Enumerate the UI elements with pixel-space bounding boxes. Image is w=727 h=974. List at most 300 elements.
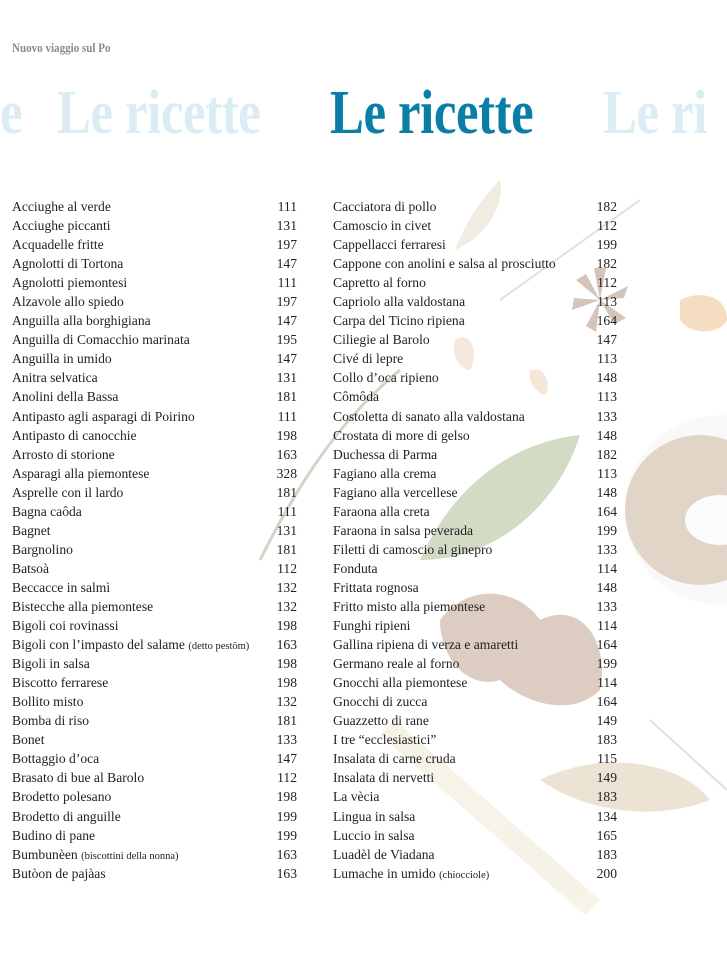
- page-number: 164: [596, 313, 617, 329]
- index-entry: [333, 330, 617, 349]
- thyme-sprig-2: [650, 720, 727, 790]
- page-number: 114: [597, 675, 617, 691]
- recipe-name-text: Carpa del Ticino ripiena: [333, 313, 465, 329]
- index-entry: [333, 673, 617, 692]
- recipe-name-text: Filetti di camoscio al ginepro: [333, 541, 493, 557]
- index-entry: [333, 616, 617, 635]
- index-entry: [333, 349, 617, 368]
- recipe-name: [333, 864, 489, 885]
- page-number: 133: [276, 732, 297, 748]
- page-number: 147: [596, 332, 617, 348]
- recipe-name: [333, 826, 415, 845]
- recipe-name-text: Capriolo alla valdostana: [333, 294, 466, 310]
- recipe-name-text: Bigoli in salsa: [12, 656, 90, 672]
- page-number: 114: [597, 618, 617, 634]
- recipe-name-text: Gnocchi di zucca: [333, 694, 428, 710]
- recipe-name: [12, 749, 99, 768]
- recipe-name: [333, 502, 430, 521]
- index-entry: [12, 235, 297, 254]
- index-entry: [12, 445, 297, 464]
- recipe-name-text: Bargnolino: [12, 541, 73, 557]
- index-entry: [333, 464, 617, 483]
- recipe-name: [333, 749, 456, 768]
- index-entry: [333, 692, 617, 711]
- recipe-name-text: Agnolotti di Tortona: [12, 256, 124, 272]
- index-entry: [12, 292, 297, 311]
- page-number: 113: [597, 465, 617, 481]
- recipe-name-text: Bumbunèen: [12, 846, 78, 862]
- recipe-name: [333, 330, 430, 349]
- page-number: 147: [276, 351, 297, 367]
- recipe-name: [12, 197, 111, 216]
- index-entry: [12, 254, 297, 273]
- page-number: 134: [596, 808, 617, 824]
- recipe-name-text: Cappone con anolini e salsa al prosciutto: [333, 256, 556, 272]
- recipe-name-text: Budino di pane: [12, 827, 96, 843]
- index-entry: [12, 692, 297, 711]
- page-number: 113: [597, 389, 617, 405]
- recipe-name-text: Bonet: [12, 732, 45, 748]
- index-entry: [333, 235, 617, 254]
- page-number: 131: [276, 370, 297, 386]
- recipe-name: [12, 578, 110, 597]
- recipe-name-text: Gnocchi alla piemontese: [333, 675, 468, 691]
- index-entry: [333, 540, 617, 559]
- recipe-name: [333, 349, 403, 368]
- index-entry: [12, 578, 297, 597]
- recipe-name-text: Crostata di more di gelso: [333, 427, 470, 443]
- page-number: 114: [597, 560, 617, 576]
- recipe-name: [12, 616, 118, 635]
- index-entry: [333, 749, 617, 768]
- page-number: 147: [276, 256, 297, 272]
- index-entry: [12, 864, 297, 883]
- recipe-name-text: Anolini della Bassa: [12, 389, 119, 405]
- index-entry: [12, 540, 297, 559]
- recipe-name-text: Ciliegie al Barolo: [333, 332, 430, 348]
- index-entry: [12, 521, 297, 540]
- recipe-name-text: Fritto misto alla piemontese: [333, 598, 486, 614]
- recipe-name-text: Anguilla alla borghigiana: [12, 313, 151, 329]
- index-entry: [333, 426, 617, 445]
- recipe-name-text: Agnolotti piemontesi: [12, 275, 128, 291]
- recipe-name: [333, 845, 435, 864]
- page-number: 148: [596, 484, 617, 500]
- index-entry: [333, 578, 617, 597]
- recipe-name: [12, 654, 90, 673]
- recipe-name: [12, 692, 83, 711]
- page-number: 199: [596, 656, 617, 672]
- page-number: 147: [276, 751, 297, 767]
- recipe-name-text: Fagiano alla vercellese: [333, 484, 458, 500]
- page-number: 200: [596, 865, 617, 881]
- recipe-name-text: Anitra selvatica: [12, 370, 98, 386]
- page-number: 132: [276, 579, 297, 595]
- page-number: 133: [596, 408, 617, 424]
- recipe-name-text: Biscotto ferrarese: [12, 675, 109, 691]
- index-entry: [12, 711, 297, 730]
- index-entry: [12, 407, 297, 426]
- recipe-name: [333, 197, 436, 216]
- index-entry: [12, 730, 297, 749]
- page-number: 132: [276, 598, 297, 614]
- recipe-name: [333, 673, 467, 692]
- recipe-name-text: Costoletta di sanato alla valdostana: [333, 408, 525, 424]
- recipe-name: [333, 483, 458, 502]
- index-entry: [12, 597, 297, 616]
- page-number: 164: [596, 637, 617, 653]
- index-entry: [12, 749, 297, 768]
- recipe-name: [333, 616, 410, 635]
- index-entry: [333, 311, 617, 330]
- page-number: 111: [277, 503, 297, 519]
- index-entry: [333, 254, 617, 273]
- recipe-name: [12, 330, 190, 349]
- recipe-name-text: Acciughe al verde: [12, 199, 111, 214]
- cumin-seeds: [625, 435, 727, 585]
- ghost-title-right: Le ri: [603, 79, 707, 147]
- index-entry: [12, 635, 297, 654]
- recipe-name-text: Camoscio in civet: [333, 218, 432, 234]
- recipe-name-text: Frittata rognosa: [333, 579, 419, 595]
- page-number: 163: [276, 637, 297, 653]
- recipe-name: [12, 597, 153, 616]
- recipe-name-text: Bagnet: [12, 522, 51, 538]
- turmeric-piece: [680, 295, 727, 331]
- page-number: 199: [276, 827, 297, 843]
- page-number: 163: [276, 446, 297, 462]
- recipe-name-text: Beccacce in salmì: [12, 579, 111, 595]
- recipe-name-text: Butòon de pajàas: [12, 865, 106, 881]
- recipe-name: [12, 559, 49, 578]
- page-title: Le ricette: [330, 79, 534, 147]
- index-entry: [12, 368, 297, 387]
- page-number: 149: [596, 713, 617, 729]
- index-entry: [333, 654, 617, 673]
- page-number: 131: [276, 218, 297, 234]
- recipe-name-text: Luadèl de Viadana: [333, 846, 435, 862]
- page-number: 148: [596, 427, 617, 443]
- index-entry: [333, 635, 617, 654]
- page-number: 199: [596, 522, 617, 538]
- page-number: 148: [596, 579, 617, 595]
- index-entry: [333, 711, 617, 730]
- recipe-name-text: Antipasto di canocchie: [12, 427, 137, 443]
- recipe-name-text: Brasato di bue al Barolo: [12, 770, 145, 786]
- recipe-name: [333, 807, 415, 826]
- recipe-name: [12, 826, 95, 845]
- recipe-name-text: Bomba di riso: [12, 713, 90, 729]
- page-number: 113: [597, 351, 617, 367]
- ghost-title-left: Le ricette: [57, 79, 261, 147]
- recipe-name-text: Funghi ripieni: [333, 618, 411, 634]
- recipe-name: [333, 521, 473, 540]
- index-entry: [333, 559, 617, 578]
- page-number: 165: [596, 827, 617, 843]
- page-number: 199: [596, 237, 617, 253]
- recipe-name: [333, 597, 485, 616]
- recipe-name: [333, 692, 427, 711]
- index-entry: [333, 597, 617, 616]
- index-entry: [333, 216, 617, 235]
- recipe-name: [12, 368, 98, 387]
- recipe-name-text: Cacciatora di pollo: [333, 199, 437, 214]
- index-entry: [12, 559, 297, 578]
- page-number: 328: [276, 465, 297, 481]
- recipe-name: [12, 273, 127, 292]
- index-entry: [12, 197, 297, 216]
- page-number: 164: [596, 694, 617, 710]
- page-number: 182: [596, 199, 617, 214]
- recipe-name-text: Cappellacci ferraresi: [333, 237, 446, 253]
- recipe-name: [333, 426, 470, 445]
- index-entry: [12, 426, 297, 445]
- recipe-name-text: Luccio in salsa: [333, 827, 415, 843]
- page-number: 198: [276, 427, 297, 443]
- page-number: 112: [277, 770, 297, 786]
- page-number: 198: [276, 618, 297, 634]
- index-entry: [12, 216, 297, 235]
- index-entry: [333, 368, 617, 387]
- page-number: 133: [596, 541, 617, 557]
- page-number: 183: [596, 789, 617, 805]
- recipe-name: [333, 464, 436, 483]
- page-number: 181: [276, 389, 297, 405]
- recipe-name: [12, 711, 89, 730]
- recipe-name: [12, 292, 124, 311]
- recipe-name: [12, 807, 121, 826]
- page-number: 115: [597, 751, 617, 767]
- recipe-name-text: Bagna caôda: [12, 503, 82, 519]
- index-entry: [12, 673, 297, 692]
- recipe-name: [333, 368, 439, 387]
- recipe-name: [12, 635, 249, 656]
- page-number: 198: [276, 656, 297, 672]
- index-entry: [12, 387, 297, 406]
- page-number: 197: [276, 237, 297, 253]
- index-entry: [12, 807, 297, 826]
- recipe-name-text: Civé di lepre: [333, 351, 404, 367]
- recipe-name: [12, 483, 123, 502]
- recipe-name: [12, 730, 44, 749]
- page-number: 111: [277, 275, 297, 291]
- recipe-name: [12, 407, 195, 426]
- page-number: 182: [596, 446, 617, 462]
- recipe-name-text: Brodetto di anguille: [12, 808, 121, 824]
- recipe-name: [333, 578, 419, 597]
- index-entry: [333, 864, 617, 883]
- recipe-name: [12, 673, 108, 692]
- recipe-name: [333, 445, 437, 464]
- recipe-name: [12, 768, 144, 787]
- index-entry: [333, 407, 617, 426]
- recipe-name: [12, 216, 111, 235]
- page-number: 181: [276, 541, 297, 557]
- recipe-name-text: Alzavole allo spiedo: [12, 294, 124, 310]
- index-entry: [333, 502, 617, 521]
- page-number: 148: [596, 370, 617, 386]
- recipe-name-text: Asprelle con il lardo: [12, 484, 124, 500]
- recipe-name: [333, 407, 525, 426]
- recipe-name: [12, 464, 149, 483]
- index-entry: [333, 483, 617, 502]
- index-entry: [12, 311, 297, 330]
- page-number: 199: [276, 808, 297, 824]
- recipe-name: [12, 426, 137, 445]
- recipe-name: [333, 654, 459, 673]
- recipe-name: [12, 349, 112, 368]
- page-number: 147: [276, 313, 297, 329]
- recipe-name-text: Brodetto polesano: [12, 789, 112, 805]
- mortar-bowl: [625, 415, 727, 605]
- recipe-index-column-right: [333, 197, 617, 883]
- page-number: 132: [276, 694, 297, 710]
- recipe-note: (detto pestöm): [188, 641, 250, 653]
- page-number: 112: [597, 275, 617, 291]
- recipe-name: [12, 540, 73, 559]
- recipe-name: [333, 787, 379, 806]
- recipe-name: [333, 540, 492, 559]
- index-entry: [333, 387, 617, 406]
- recipe-name-text: Bigoli coi rovinassi: [12, 618, 119, 634]
- recipe-name-text: Batsoà: [12, 560, 49, 576]
- index-entry: [12, 768, 297, 787]
- recipe-name: [333, 254, 556, 273]
- recipe-name: [12, 387, 118, 406]
- recipe-index-column-left: [12, 197, 297, 883]
- recipe-name-text: Fagiano alla crema: [333, 465, 437, 481]
- recipe-name-text: Antipasto agli asparagi di Poirino: [12, 408, 195, 424]
- recipe-name-text: Bigoli con l’impasto del salame: [12, 637, 185, 653]
- recipe-name-text: La vècia: [333, 789, 380, 805]
- recipe-name-text: Anguilla in umido: [12, 351, 112, 367]
- recipe-name: [333, 768, 434, 787]
- index-entry: [12, 273, 297, 292]
- page-number: 198: [276, 789, 297, 805]
- page-number: 112: [277, 560, 297, 576]
- recipe-name: [333, 235, 446, 254]
- index-entry: [333, 768, 617, 787]
- page-number: 182: [596, 256, 617, 272]
- recipe-name-text: Gallina ripiena di verza e amaretti: [333, 637, 519, 653]
- recipe-name: [12, 787, 111, 806]
- recipe-name-text: Faraona in salsa peverada: [333, 522, 474, 538]
- page-number: 111: [277, 199, 297, 214]
- index-entry: [12, 787, 297, 806]
- recipe-name-text: Bistecche alla piemontese: [12, 598, 154, 614]
- recipe-name-text: Collo d’oca ripieno: [333, 370, 439, 386]
- page-number: 163: [276, 865, 297, 881]
- page-number: 133: [596, 598, 617, 614]
- index-entry: [333, 445, 617, 464]
- recipe-name: [333, 292, 465, 311]
- recipe-name-text: Lumache in umido: [333, 865, 436, 881]
- page-number: 163: [276, 846, 297, 862]
- index-entry: [12, 845, 297, 864]
- recipe-name-text: Guazzetto di rane: [333, 713, 429, 729]
- recipe-name: [12, 445, 115, 464]
- recipe-name-text: Arrosto di storione: [12, 446, 115, 462]
- recipe-name-text: Fonduta: [333, 560, 378, 576]
- recipe-name-text: Bollito misto: [12, 694, 84, 710]
- recipe-note: (chiocciole): [439, 869, 490, 881]
- page-number: 181: [276, 713, 297, 729]
- recipe-name: [333, 387, 379, 406]
- index-entry: [12, 654, 297, 673]
- recipe-name: [12, 845, 179, 866]
- index-entry: [333, 787, 617, 806]
- recipe-name-text: Acquadelle fritte: [12, 237, 104, 253]
- recipe-name: [333, 730, 436, 749]
- index-entry: [12, 616, 297, 635]
- recipe-name: [12, 502, 82, 521]
- recipe-name-text: Cômôda: [333, 389, 380, 405]
- index-entry: [333, 521, 617, 540]
- recipe-name: [12, 864, 106, 883]
- recipe-name-text: Asparagi alla piemontese: [12, 465, 150, 481]
- page-number: 113: [597, 294, 617, 310]
- recipe-name-text: Anguilla di Comacchio marinata: [12, 332, 190, 348]
- index-entry: [12, 502, 297, 521]
- page-number: 111: [277, 408, 297, 424]
- recipe-name-text: Duchessa di Parma: [333, 446, 438, 462]
- index-entry: [12, 330, 297, 349]
- index-entry: [12, 464, 297, 483]
- ghost-title-fragment-left: e: [0, 79, 23, 147]
- recipe-name: [12, 311, 151, 330]
- recipe-name-text: Capretto al forno: [333, 275, 426, 291]
- index-entry: [333, 730, 617, 749]
- recipe-name-text: I tre “ecclesiastici”: [333, 732, 437, 748]
- recipe-name: [333, 273, 426, 292]
- page-number: 195: [276, 332, 297, 348]
- recipe-name-text: Bottaggio d’oca: [12, 751, 100, 767]
- index-entry: [333, 826, 617, 845]
- recipe-name: [333, 216, 431, 235]
- page-number: 198: [276, 675, 297, 691]
- recipe-name-text: Faraona alla creta: [333, 503, 430, 519]
- recipe-name-text: Insalata di nervetti: [333, 770, 435, 786]
- recipe-name-text: Lingua in salsa: [333, 808, 416, 824]
- recipe-name: [12, 521, 51, 540]
- page-number: 149: [596, 770, 617, 786]
- page-number: 183: [596, 846, 617, 862]
- recipe-name: [333, 559, 378, 578]
- index-entry: [333, 197, 617, 216]
- recipe-note: (biscottini della nonna): [81, 850, 179, 862]
- recipe-name-text: Acciughe piccanti: [12, 218, 111, 234]
- index-entry: [12, 349, 297, 368]
- recipe-name: [333, 635, 518, 654]
- recipe-name: [12, 254, 123, 273]
- recipe-name-text: Germano reale al forno: [333, 656, 460, 672]
- index-entry: [333, 292, 617, 311]
- page-number: 197: [276, 294, 297, 310]
- index-entry: [12, 826, 297, 845]
- page-number: 164: [596, 503, 617, 519]
- running-head: Nuovo viaggio sul Po: [12, 40, 111, 55]
- index-entry: [333, 807, 617, 826]
- page-number: 183: [596, 732, 617, 748]
- index-entry: [333, 273, 617, 292]
- recipe-name: [12, 235, 104, 254]
- page-number: 181: [276, 484, 297, 500]
- index-entry: [333, 845, 617, 864]
- page-number: 112: [597, 218, 617, 234]
- recipe-name: [333, 711, 429, 730]
- index-entry: [12, 483, 297, 502]
- recipe-name-text: Insalata di carne cruda: [333, 751, 456, 767]
